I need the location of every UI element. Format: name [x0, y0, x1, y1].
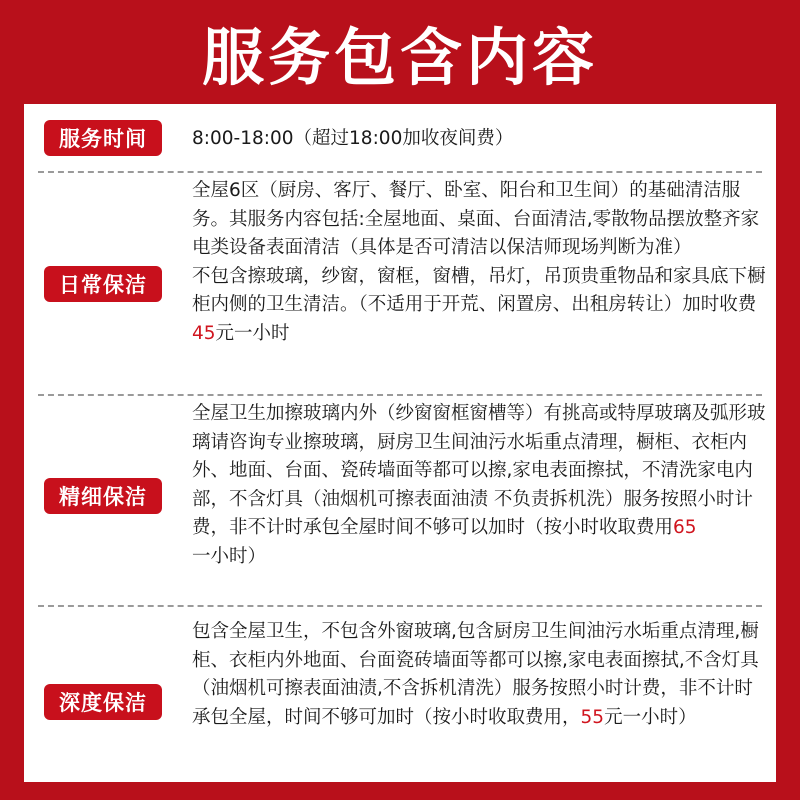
label-fine-cleaning: 精细保洁: [44, 478, 162, 514]
label-service-time: 服务时间: [44, 120, 162, 156]
section-service-time: [24, 104, 776, 172]
daily-cleaning-price: 45: [192, 322, 216, 344]
fine-cleaning-text: [192, 400, 766, 571]
section-deep-cleaning: [24, 606, 776, 782]
deep-cleaning-description: 包含全屋卫生，不包含外窗玻璃,包含厨房卫生间油污水垢重点清理,橱柜、衣柜内外地面、台面瓷砖墙面等都可以擦,家电表面擦拭,不含灯具（油烟机可擦表面油渍,不含拆机清洗）服务按照小时计费，非不计时承包全屋，时间不够可加时（按小时收取费用，: [192, 621, 759, 728]
label-deep-cleaning: 深度保洁: [44, 684, 162, 720]
daily-cleaning-exclusions: 不包含擦玻璃，纱窗，窗框，窗槽，吊灯，吊顶贵重物品和家具底下橱柜内侧的卫生清洁。（不适用于开荒、闲置房、出租房转让）加时收费: [192, 265, 766, 315]
daily-cleaning-text: [192, 177, 766, 348]
fine-cleaning-unit: 一小时）: [192, 545, 267, 567]
content-panel: [24, 104, 776, 782]
page-title: 服务包含内容: [201, 20, 598, 94]
deep-cleaning-price: 55: [580, 706, 605, 728]
deep-cleaning-text: [192, 618, 766, 732]
service-time-text: 8:00-18:00（超过18:00加收夜间费）: [192, 128, 514, 149]
daily-cleaning-scope: 全屋6区（厨房、客厅、餐厅、卧室、阳台和卫生间）的基础清洁服务。其服务内容包括:全屋地面、桌面、台面清洁,零散物品摆放整齐家电类设备表面清洁（具体是否可清洁以保洁师现场判断为准）: [192, 180, 760, 258]
section-daily-cleaning: [24, 172, 776, 395]
section-fine-cleaning: [24, 395, 776, 605]
daily-cleaning-unit: 元一小时: [215, 322, 290, 344]
label-daily-cleaning: 日常保洁: [44, 266, 162, 302]
deep-cleaning-unit: 元一小时）: [604, 706, 697, 728]
fine-cleaning-description: 全屋卫生加擦玻璃内外（纱窗窗框窗槽等）有挑高或特厚玻璃及弧形玻璃请咨询专业擦玻璃，厨房卫生间油污水垢重点清理，橱柜、衣柜内外、地面、台面、瓷砖墙面等都可以擦,家电表面擦拭，不清洗家电内部，不含灯具（油烟机可擦表面油渍 不负责拆机洗）服务按照小时计费，非不计时承包全屋时间不够可以加时（按小时收取费用: [192, 403, 766, 538]
fine-cleaning-price: 65: [673, 517, 697, 538]
